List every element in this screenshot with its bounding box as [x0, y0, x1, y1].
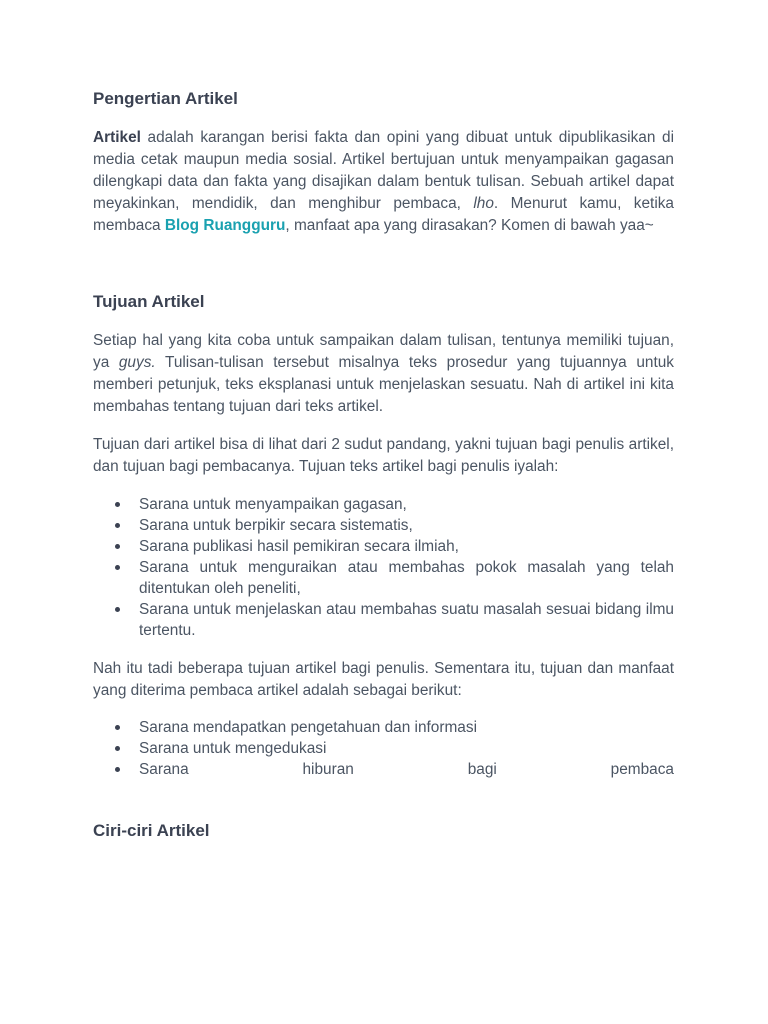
paragraph-tujuan-2: Tujuan dari artikel bisa di lihat dari 2 sudut pandang, yakni tujuan bagi penulis artikel, dan tujuan bagi pembacanya. Tujuan teks artikel bagi penulis iyalah: — [93, 436, 674, 475]
bullet-icon — [115, 746, 120, 751]
bullet-icon — [115, 725, 120, 730]
paragraph-tujuan-1 — [93, 330, 674, 418]
text-segment: Tulisan-tulisan tersebut misalnya teks prosedur yang tujuannya untuk memberi petunjuk, teks eksplanasi untuk menjelaskan sesuatu. Nah di artikel ini kita membahas tentang tujuan dari teks artikel. — [93, 354, 675, 415]
text-segment: . Menurut kamu, ketika membaca — [93, 195, 674, 234]
list-item: Sarana untuk mengedukasi — [93, 738, 674, 759]
list-item: Sarana untuk menguraikan atau membahas pokok masalah yang telah ditentukan oleh peneliti, — [93, 557, 674, 599]
italic-guys: guys. — [118, 354, 156, 371]
bullet-icon — [115, 565, 120, 570]
bullet-icon — [115, 544, 120, 549]
paragraph-tujuan-3: Nah itu tadi beberapa tujuan artikel bagi penulis. Sementara itu, tujuan dan manfaat yang diterima pembaca artikel adalah sebagai berikut: — [93, 660, 674, 699]
list-item: Sarana publikasi hasil pemikiran secara ilmiah, — [93, 536, 674, 557]
text-segment: , manfaat apa yang dirasakan? Komen di bawah yaa~ — [285, 217, 654, 234]
bullet-icon — [115, 523, 120, 528]
link-blog-ruangguru[interactable]: Blog Ruangguru — [164, 217, 286, 234]
bullet-icon — [115, 502, 120, 507]
list-item: Sarana mendapatkan pengetahuan dan informasi — [93, 717, 674, 738]
heading-pengertian-artikel: Pengertian Artikel — [93, 89, 238, 108]
bullet-icon — [115, 767, 120, 772]
text-segment: adalah karangan berisi fakta dan opini yang dibuat untuk dipublikasikan di media cetak maupun media sosial. Artikel bertujuan untuk menyampaikan gagasan dilengkapi data dan fakta yang disajikan dalam bentuk tulisan. Sebuah artikel dapat meyakinkan, mendidik, dan menghibur pembaca, — [93, 129, 674, 212]
list-item: Sarana untuk berpikir secara sistematis, — [93, 515, 674, 536]
text-segment: Setiap hal yang kita coba untuk sampaikan dalam tulisan, tentunya memiliki tujuan, ya — [93, 332, 674, 371]
list-item: Sarana untuk menyampaikan gagasan, — [93, 494, 674, 515]
list-tujuan-pembaca — [93, 717, 674, 780]
article-content — [93, 86, 674, 844]
term-artikel: Artikel — [93, 129, 141, 146]
paragraph-pengertian — [93, 127, 674, 237]
heading-ciri-ciri-artikel: Ciri-ciri Artikel — [93, 821, 210, 840]
heading-tujuan-artikel: Tujuan Artikel — [93, 292, 205, 311]
italic-lho: lho — [473, 195, 494, 212]
list-tujuan-penulis — [93, 494, 674, 641]
list-item: Sarana untuk menjelaskan atau membahas suatu masalah sesuai bidang ilmu tertentu. — [93, 599, 674, 641]
bullet-icon — [115, 607, 120, 612]
list-item: Sarana hiburan bagi pembaca — [93, 759, 674, 780]
